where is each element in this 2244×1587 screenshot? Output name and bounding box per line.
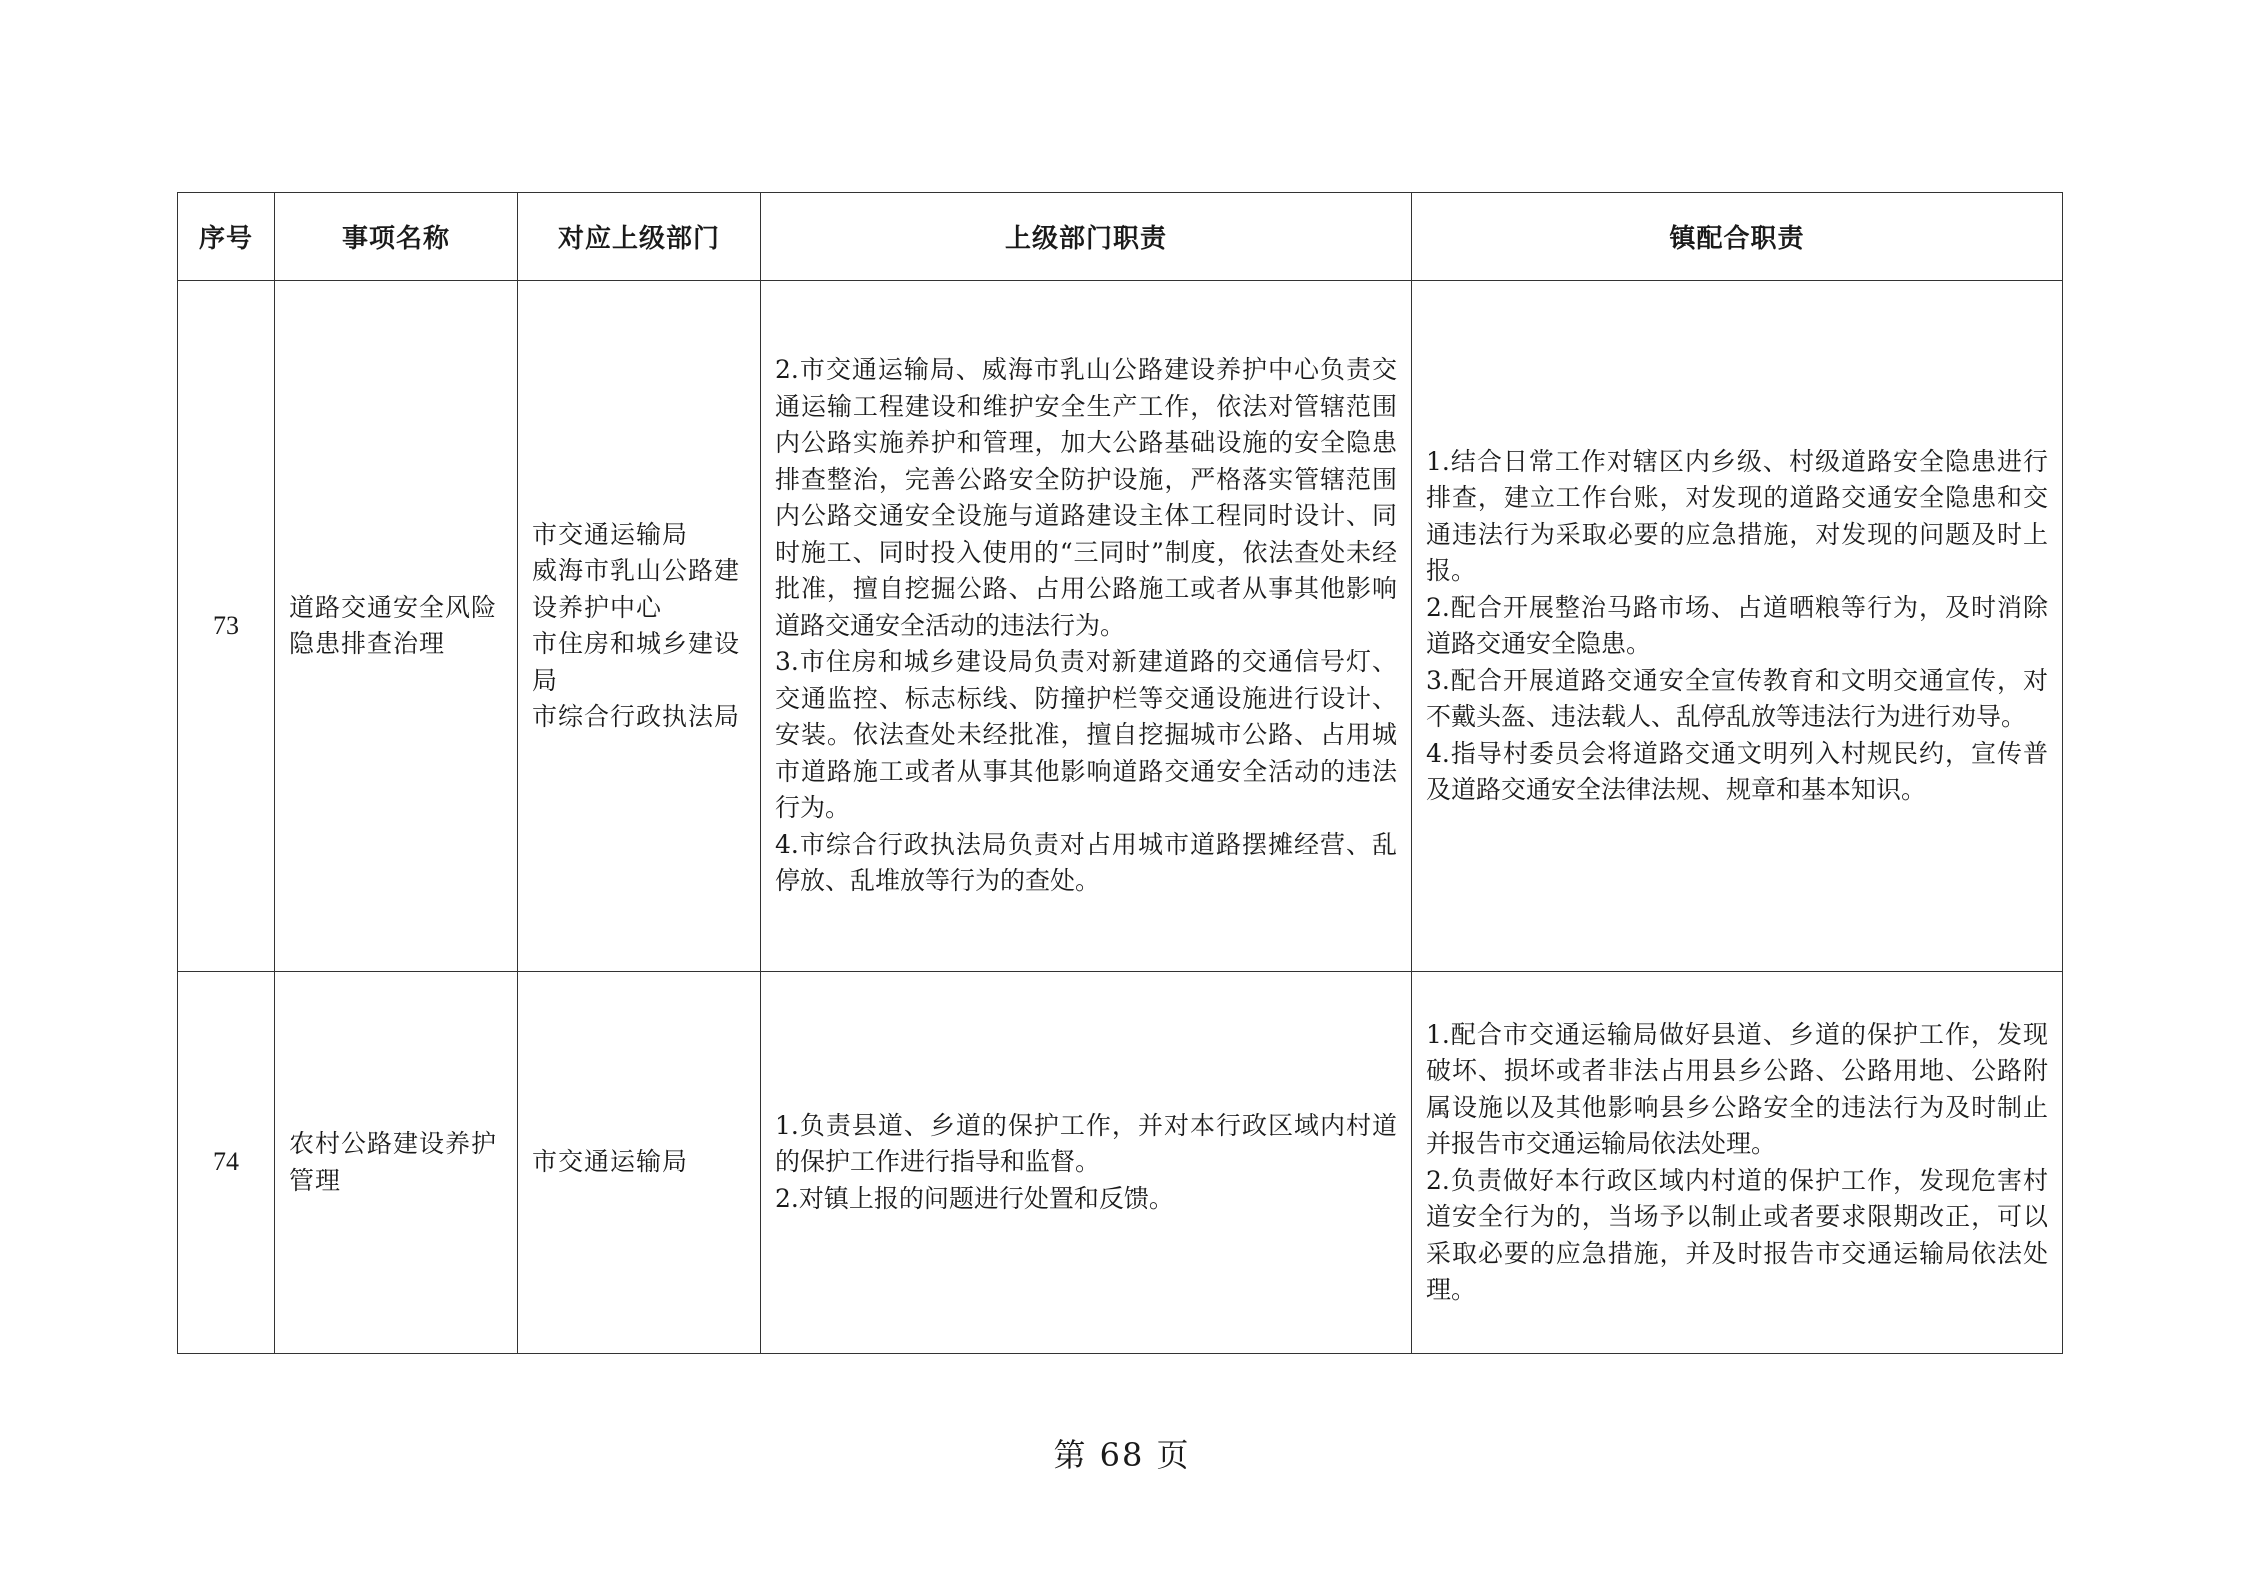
town-duties-cell bbox=[1412, 972, 2063, 1354]
table-header-row bbox=[178, 193, 2063, 281]
department-list bbox=[518, 281, 761, 972]
town-duties-cell bbox=[1412, 281, 2063, 972]
duty-paragraph: 1.结合日常工作对辖区内乡级、村级道路安全隐患进行排查，建立工作台账，对发现的道路交通安全隐患和交通违法行为采取必要的应急措施，对发现的问题及时上报。 bbox=[1426, 446, 2048, 585]
department: 威海市乳山公路建设养护中心 bbox=[532, 556, 741, 622]
item-name: 农村公路建设养护管理 bbox=[275, 972, 518, 1354]
header-town-duties: 镇配合职责 bbox=[1412, 193, 2063, 281]
header-number: 序号 bbox=[178, 193, 275, 281]
duty-paragraph: 4.市综合行政执法局负责对占用城市道路摆摊经营、乱停放、乱堆放等行为的查处。 bbox=[775, 829, 1397, 896]
header-upper-department: 对应上级部门 bbox=[518, 193, 761, 281]
department: 市综合行政执法局 bbox=[532, 702, 741, 731]
department: 市交通运输局 bbox=[532, 1147, 689, 1177]
department: 市交通运输局 bbox=[532, 519, 689, 549]
duty-table bbox=[177, 192, 2063, 1354]
table-row bbox=[178, 281, 2063, 972]
duty-paragraph: 3.市住房和城乡建设局负责对新建道路的交通信号灯、交通监控、标志标线、防撞护栏等交通设施进行设计、安装。依法查处未经批准，擅自挖掘城市公路、占用城市道路施工或者从事其他影响道路交通安全活动的违法行为。 bbox=[775, 647, 1397, 823]
header-upper-duties: 上级部门职责 bbox=[761, 193, 1412, 281]
header-item-name: 事项名称 bbox=[275, 193, 518, 281]
item-name: 道路交通安全风险隐患排查治理 bbox=[275, 281, 518, 972]
duty-paragraph: 2.对镇上报的问题进行处置和反馈。 bbox=[775, 1183, 1174, 1213]
upper-duties-cell bbox=[761, 972, 1412, 1354]
duty-paragraph: 3.配合开展道路交通安全宣传教育和文明交通宣传，对不戴头盔、违法载人、乱停乱放等违法行为进行劝导。 bbox=[1426, 665, 2048, 731]
duty-paragraph: 1.负责县道、乡道的保护工作，并对本行政区域内村道的保护工作进行指导和监督。 bbox=[775, 1110, 1397, 1177]
duty-paragraph: 4.指导村委员会将道路交通文明列入村规民约，宣传普及道路交通安全法律法规、规章和基本知识。 bbox=[1426, 738, 2048, 804]
page-number: 第 68 页 bbox=[1053, 1436, 1191, 1474]
upper-duties-cell bbox=[761, 281, 1412, 972]
duty-paragraph: 1.配合市交通运输局做好县道、乡道的保护工作，发现破坏、损坏或者非法占用县乡公路、公路用地、公路附属设施以及其他影响县乡公路安全的违法行为及时制止并报告市交通运输局依法处理。 bbox=[1426, 1019, 2048, 1158]
row-number: 74 bbox=[178, 972, 275, 1354]
duty-paragraph: 2.市交通运输局、威海市乳山公路建设养护中心负责交通运输工程建设和维护安全生产工作，依法对管辖范围内公路实施养护和管理，加大公路基础设施的安全隐患排查整治，完善公路安全防护设施，严格落实管辖范围内公路交通安全设施与道路建设主体工程同时设计、同时施工、同时投入使用的“三同时”制度，依法查处未经批准，擅自挖掘公路、占用公路施工或者从事其他影响道路交通安全活动的违法行为。 bbox=[775, 355, 1397, 640]
row-number: 73 bbox=[178, 281, 275, 972]
department-list bbox=[518, 972, 761, 1354]
table-row bbox=[178, 972, 2063, 1354]
department: 市住房和城乡建设局 bbox=[532, 629, 741, 695]
duty-paragraph: 2.负责做好本行政区域内村道的保护工作，发现危害村道安全行为的，当场予以制止或者要求限期改正，可以采取必要的应急措施，并及时报告市交通运输局依法处理。 bbox=[1426, 1165, 2048, 1304]
duty-paragraph: 2.配合开展整治马路市场、占道晒粮等行为，及时消除道路交通安全隐患。 bbox=[1426, 592, 2048, 658]
